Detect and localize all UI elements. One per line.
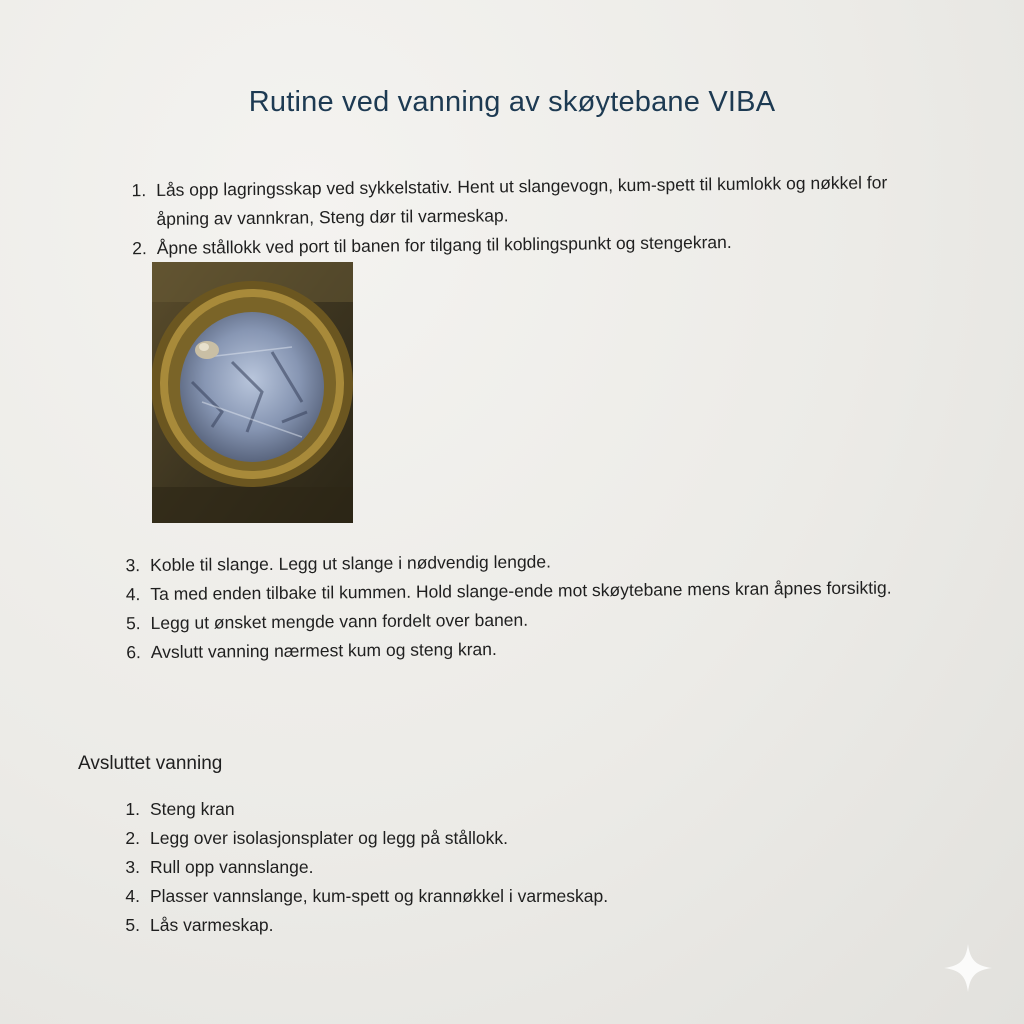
item-text: Koble til slange. Legg ut slange i nødvendig lengde. <box>150 551 552 575</box>
list-item <box>131 168 917 234</box>
item-number: 3. <box>125 857 140 877</box>
item-number: 3. <box>125 555 141 576</box>
item-text: Avslutt vanning nærmest kum og steng kran. <box>150 638 497 662</box>
section-heading: Avsluttet vanning <box>78 753 223 774</box>
steps-list-continued <box>125 544 951 667</box>
list-item <box>125 853 750 882</box>
steps-list <box>131 168 917 263</box>
item-number: 4. <box>125 584 141 605</box>
item-number: 1. <box>131 180 147 201</box>
item-number: 6. <box>126 642 141 663</box>
closing-steps-list <box>125 795 750 940</box>
document-title: Rutine ved vanning av skøytebane VIBA <box>248 86 776 118</box>
item-number: 5. <box>125 915 140 935</box>
list-item <box>126 631 951 667</box>
list-item <box>125 795 750 824</box>
item-text: Legg ut ønsket mengde vann fordelt over banen. <box>150 609 529 633</box>
item-number: 1. <box>125 799 140 819</box>
item-number: 5. <box>125 613 141 634</box>
sparkle-icon <box>942 942 994 994</box>
item-text: Åpne stållokk ved port til banen for tilgang til koblingspunkt og stengekran. <box>156 231 732 258</box>
item-text: Steng kran <box>150 799 235 819</box>
list-item <box>125 824 750 853</box>
item-text: Lås varmeskap. <box>150 915 274 935</box>
manhole-photo-graphic <box>152 262 353 523</box>
list-item <box>125 911 750 940</box>
manhole-photo <box>152 262 353 523</box>
item-text: Plasser vannslange, kum-spett og krannøkkel i varmeskap. <box>150 886 609 906</box>
item-number: 2. <box>125 828 140 848</box>
item-number: 2. <box>132 238 147 259</box>
item-text: Ta med enden tilbake til kummen. Hold slange-ende mot skøytebane mens kran åpnes forsiktig. <box>150 577 892 604</box>
item-text: Rull opp vannslange. <box>150 857 314 877</box>
item-text: Lås opp lagringsskap ved sykkelstativ. Hent ut slangevogn, kum-spett til kumlokk og nøkkel for åpning av vannkran, Steng dør til varmeskap. <box>156 172 888 229</box>
list-item <box>125 882 750 911</box>
item-text: Legg over isolasjonsplater og legg på stållokk. <box>150 828 508 848</box>
item-number: 4. <box>125 886 140 906</box>
